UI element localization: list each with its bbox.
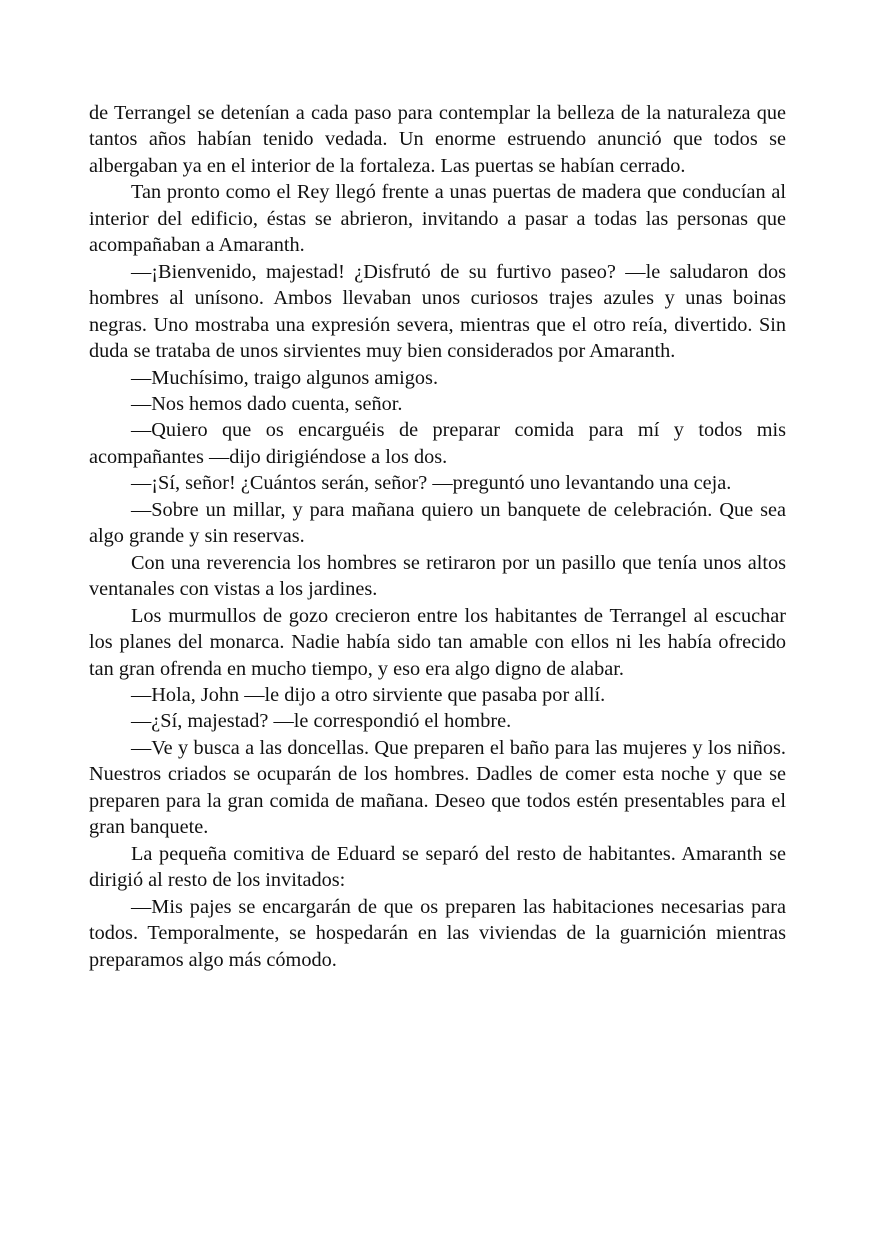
paragraph: —Nos hemos dado cuenta, señor.: [131, 392, 403, 415]
paragraph: de Terrangel se detenían a cada paso para contemplar la belleza de la naturaleza que tantos años habían tenido vedada. Un enorme estruendo anunció que todos se albergaban ya en el interior de la fortaleza. Las puertas se habían cerrado.: [89, 102, 786, 177]
paragraph: —Ve y busca a las doncellas. Que preparen el baño para las mujeres y los niños. Nuestros criados se ocuparán de los hombres. Dadles de comer esta noche y que se preparen para la gran comida de mañana. Deseo que todos estén presentables para el gran banquete.: [89, 736, 786, 839]
paragraph: —¿Sí, majestad? —le correspondió el hombre.: [131, 710, 512, 733]
paragraph: Con una reverencia los hombres se retiraron por un pasillo que tenía unos altos ventanales con vistas a los jardines.: [89, 551, 786, 601]
paragraph: La pequeña comitiva de Eduard se separó del resto de habitantes. Amaranth se dirigió al resto de los invitados:: [89, 842, 786, 892]
paragraph: —Muchísimo, traigo algunos amigos.: [131, 366, 439, 389]
paragraph: —¡Sí, señor! ¿Cuántos serán, señor? —preguntó uno levantando una ceja.: [131, 472, 732, 495]
paragraph: —Sobre un millar, y para mañana quiero un banquete de celebración. Que sea algo grande y sin reservas.: [89, 498, 786, 548]
paragraph: —Quiero que os encarguéis de preparar comida para mí y todos mis acompañantes —dijo dirigiéndose a los dos.: [89, 419, 786, 468]
paragraph: —Hola, John —le dijo a otro sirviente que pasaba por allí.: [131, 683, 606, 706]
paragraph: Tan pronto como el Rey llegó frente a unas puertas de madera que conducían al interior del edificio, éstas se abrieron, invitando a pasar a todas las personas que acompañaban a Amaranth.: [89, 181, 786, 257]
paragraph: Los murmullos de gozo crecieron entre los habitantes de Terrangel al escuchar los planes del monarca. Nadie había sido tan amable con ellos ni les había ofrecido tan gran ofrenda en mucho tiempo, y eso era algo digno de alabar.: [89, 604, 786, 680]
paragraph: —Mis pajes se encargarán de que os preparen las habitaciones necesarias para todos. Temporalmente, se hospedarán en las viviendas de la guarnición mientras preparamos algo más cómodo.: [89, 895, 786, 971]
paragraph: —¡Bienvenido, majestad! ¿Disfrutó de su furtivo paseo? —le saludaron dos hombres al unísono. Ambos llevaban unos curiosos trajes azules y unas boinas negras. Uno mostraba una expresión severa, mientras que el otro reía, divertido. Sin duda se trataba de unos sirvientes muy bien considerados por Amaranth.: [89, 260, 786, 363]
book-page-body: [89, 100, 786, 973]
